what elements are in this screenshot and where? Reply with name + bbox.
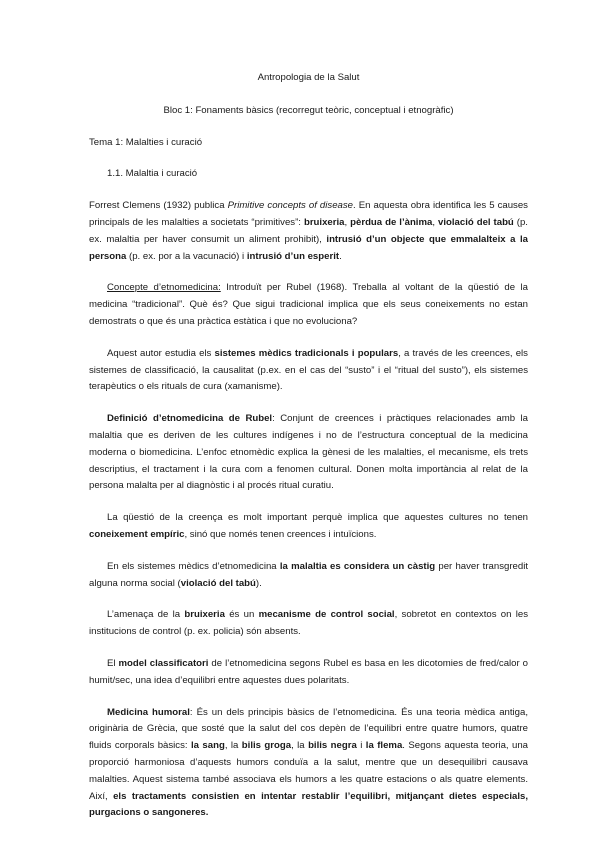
section-heading: 1.1. Malaltia i curació [107,168,198,180]
text: i [356,740,366,752]
emphasis: mecanisme de control social [258,609,395,621]
text: : És un dels principis bàsics de l’etnomedicina. És una teoria mèdica antiga, originària de Grècia, que sosté que la salut del cos depèn de l’equilibri entre quatre humors, quatre fluids corporals bàsics: [89,706,528,752]
text: El [107,657,119,669]
emphasis: bilis groga [241,740,292,752]
text: , sinó que només tenen creences i intuïcions. [184,528,377,540]
book-title: Primitive concepts of disease [227,200,353,212]
emphasis: la sang [190,740,225,752]
emphasis: violació del tabú [180,577,256,589]
text: . [339,250,342,262]
text: : Conjunt de creences i pràctiques relacionades amb la malaltia que es deriven de les cultures indígenes i no de l’estructura conceptual de la medicina moderna o biomedicina. L’enfoc etnomèdic explica la gènesi de les malalties, el mecanisme, els trets descriptius, el tractament i la cura com a fenomen cultural. Donen molta importància al relat de la persona malalta per al diagnòstic i al procés ritual curatiu. [89,413,528,492]
text: (p. ex. por a la vacunació) i [126,250,247,262]
text: En els sistemes mèdics d’etnomedicina [107,560,280,572]
text: , la [224,740,242,752]
paragraph-sistemes-medics [89,346,528,396]
text: Aquest autor estudia els [107,347,215,359]
text: per haver transgredit alguna norma social ( [89,560,529,589]
emphasis: Definició d’etnomedicina de Rubel [107,413,273,425]
emphasis: intrusió d’un esperit [246,250,340,262]
emphasis: model classificatori [118,657,209,669]
paragraph-castig [89,559,528,593]
text: , [432,216,438,228]
emphasis: intrusió d’un objecte que emmalalteix a la persona [89,233,529,262]
tema-heading: Tema 1: Malalties i curació [89,136,203,148]
text: L’amenaça de la [107,609,185,621]
text: Introduït per Rubel (1968). Treballa al voltant de la qüestió de la medicina “tradicional”. Què és? Que sigui tradicional implica que els seus coneixements no estan demostrats o que és una pràctica estàtica i que no evoluciona? [89,282,529,327]
text: . En aquesta obra identifica les 5 causes principals de les malalties a societats “primitives”: [89,200,528,228]
text: , a través de les creences, els sistemes de classificació, la causalitat (p.ex. en el cas del “susto” i el “ritual del susto”), els sistemes terapèutics o els rituals de cura (xamanisme). [89,347,528,393]
text: Forrest Clemens (1932) publica [89,200,228,212]
text: és un [224,609,259,621]
text: , [344,216,351,228]
paragraph-creenca [89,510,528,544]
emphasis: els tractaments consistien en intentar restablir l’equilibri, mitjançant dietes especials, purgacions o sangoneres. [89,790,529,819]
emphasis: la malaltia es considera un càstig [279,560,436,572]
emphasis: bruixeria [303,216,345,228]
paragraph-model-classificatori [89,656,528,690]
paragraph-clemens [89,198,528,265]
emphasis: sistemes mèdics tradicionals i populars [214,347,399,359]
emphasis: la flema [365,740,403,752]
emphasis: pèrdua de l’ànima [350,216,433,228]
paragraph-definicio-rubel [89,411,528,495]
text: (p. ex. malaltia per haver consumit un aliment prohibit), [89,216,528,245]
emphasis: coneixement empíric [89,528,185,540]
document-title: Antropologia de la Salut [257,72,360,83]
document-body [89,70,528,837]
text: ). [255,577,262,589]
emphasis: violació del tabú [438,216,514,228]
text: . Segons aquesta teoria, una proporció harmoniosa d’aquests humors conduïa a la salut, mentre que un desequilibri causava malalties. Aquest sistema també associava els humors a les quatre estacions o als quatre elements. Així, [89,740,529,802]
emphasis: bruixeria [184,609,225,621]
document-subtitle: Bloc 1: Fonaments bàsics (recorregut teòric, conceptual i etnogràfic) [163,104,454,116]
paragraph-bruixeria [89,607,528,641]
text: La qüestió de la creença es molt important perquè implica que aquestes cultures no tenen [107,512,528,524]
text: de l’etnomedicina segons Rubel es basa en les dicotomies de fred/calor o humit/sec, una idea d’equilibri entre aquestes dues polaritats. [89,657,529,686]
emphasis: Medicina humoral [107,706,190,718]
emphasis: bilis negra [308,740,357,752]
text: , sobretot en contextos on les institucions de control (p. ex. policia) són absents. [89,609,528,638]
paragraph-medicina-humoral [89,705,528,823]
text: , la [291,740,309,752]
paragraph-concepte-etnomedicina [89,280,528,330]
underlined-term: Concepte d’etnomedicina: [107,282,221,294]
